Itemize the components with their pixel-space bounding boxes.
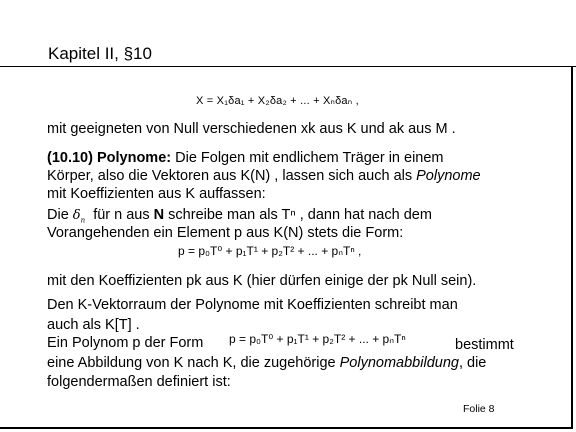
formula-linear-combination: X = X₁δa₁ + X₂δa₂ + ... + Xₙδaₙ , — [196, 95, 359, 107]
text-line-12: folgendermaßen definiert ist: — [47, 374, 231, 390]
text-line-11 — [47, 354, 486, 372]
polynomial-formula: p = p₀T⁰ + p₁T¹ + p₂T² + ... + pₙTⁿ , — [178, 244, 362, 258]
text-line-3 — [47, 167, 481, 185]
text-line-1: mit geeigneten von Null verschiedenen xk aus K und ak aus M . — [47, 121, 456, 137]
section-label: (10.10) Polynome: — [47, 150, 172, 166]
text-line-2 — [47, 149, 444, 167]
text-line-8: Den K-Vektorraum der Polynome mit Koeffizienten schreibt man — [47, 297, 458, 313]
text-line-4: mit Koeffizienten aus K auffassen: — [47, 186, 266, 202]
text-line-11-a: eine Abbildung von K nach K, die zugehörige — [47, 355, 336, 371]
text-line-10-a: Ein Polynom p der Form — [47, 335, 204, 351]
text-line-10-b: bestimmt — [455, 337, 514, 353]
text-line-11-italic: Polynomabbildung — [339, 355, 459, 371]
polynomial-formula-2: p = p₀T⁰ + p₁T¹ + p₂T² + ... + pₙTⁿ — [229, 332, 406, 346]
text-line-5-b: für n aus — [93, 207, 150, 223]
text-line-7: mit den Koeffizienten pk aus K (hier dürfen einige der pk Null sein). — [47, 273, 477, 289]
text-line-5-c: schreibe man als Tⁿ , dann hat nach dem — [168, 207, 432, 223]
text-line-10 — [47, 334, 203, 352]
text-line-3-italic: Polynome — [416, 168, 481, 184]
text-line-11-b: , die — [458, 355, 487, 371]
page-title: Kapitel II, §10 — [48, 44, 152, 63]
delta-n-symbol: $\delta_n$ — [72, 208, 86, 225]
section-text: Die Folgen mit endlichem Träger in einem — [175, 150, 444, 166]
text-line-6: Vorangehenden ein Element p aus K(N) stets die Form: — [47, 225, 404, 241]
naturals-symbol: N — [153, 207, 165, 223]
text-line-9: auch als K[T] . — [47, 317, 140, 333]
text-line-5-a: Die — [47, 207, 69, 223]
slide-footer: Folie 8 — [463, 403, 495, 415]
text-line-3-main: Körper, also die Vektoren aus K(N) , lassen sich auch als — [47, 168, 413, 184]
